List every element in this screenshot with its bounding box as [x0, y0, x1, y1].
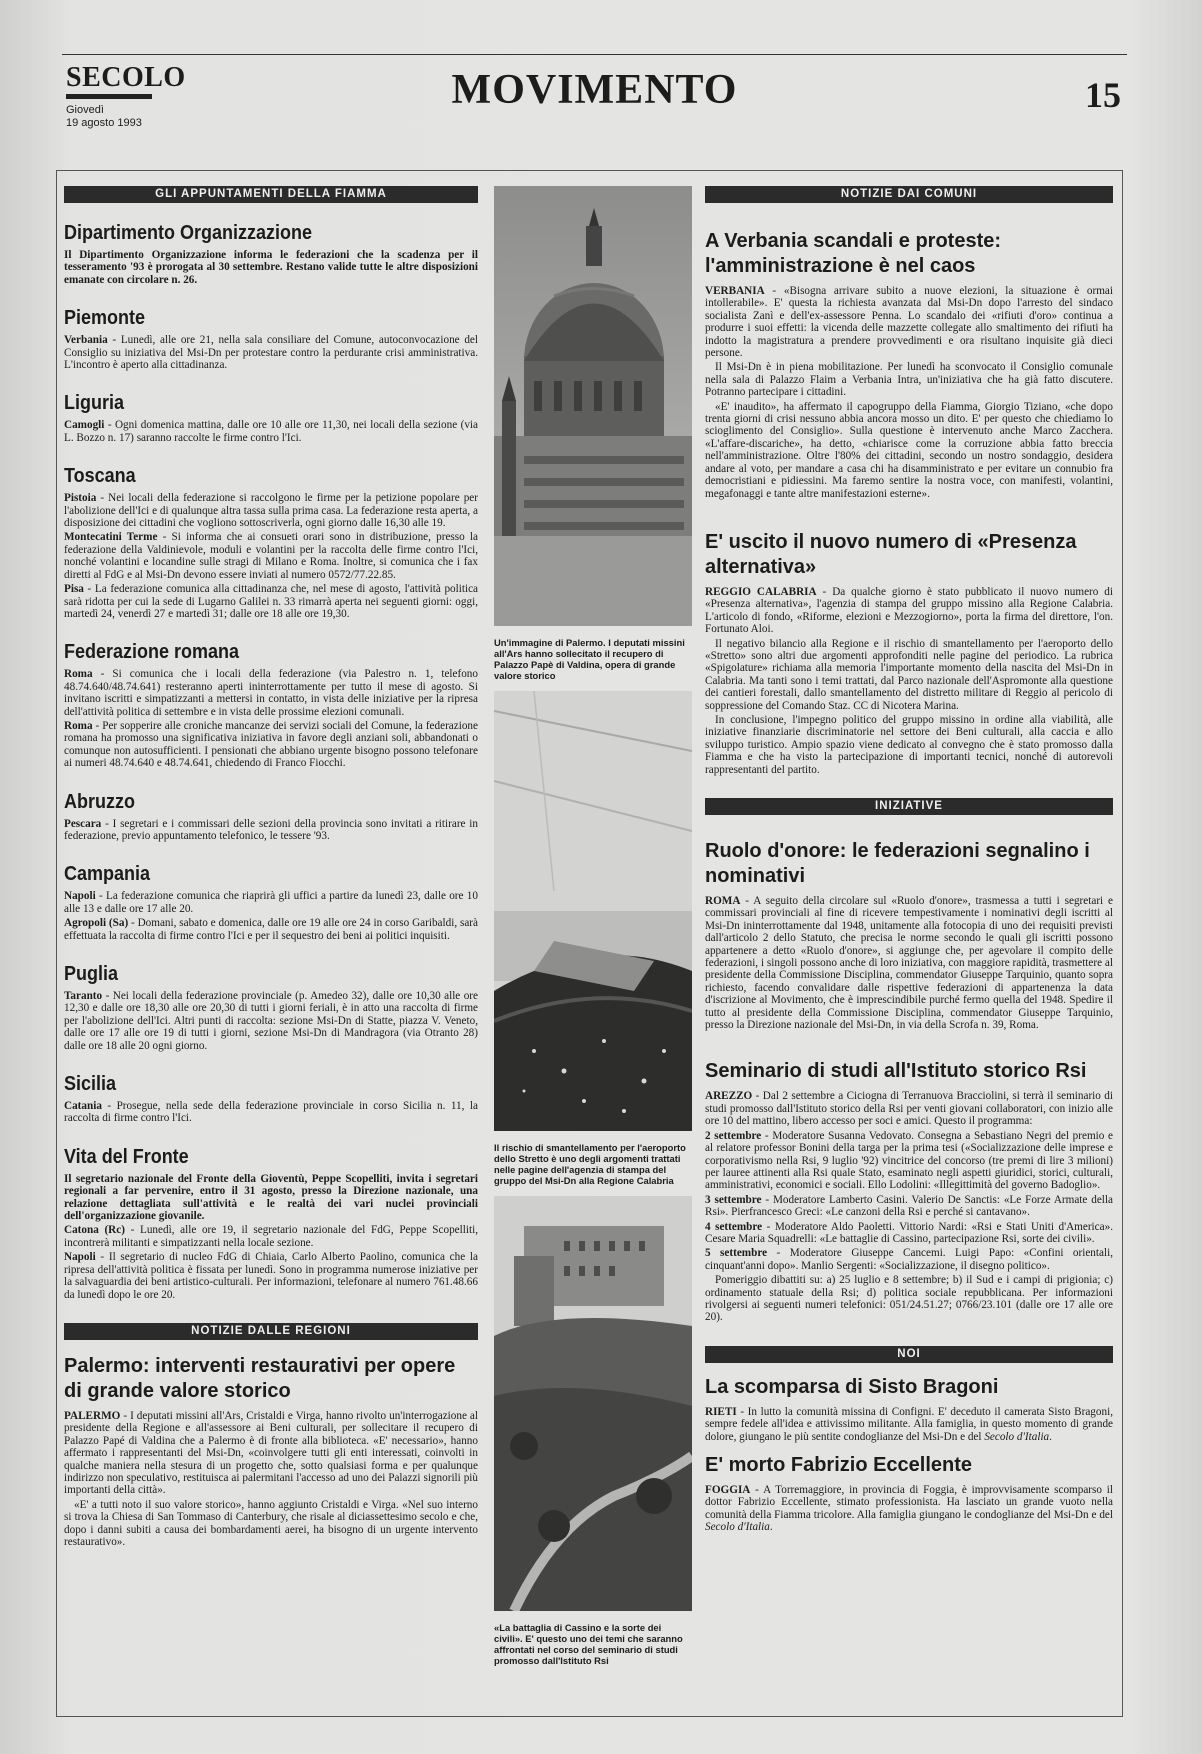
column-comuni — [705, 186, 1113, 1536]
item-text: - Moderatore Lamberto Casini. Valerio De Sanctis: «Le Forze Armate della Rsi». Pierfrancesco Greci: «Le canzoni della Rsi e perché si cantavano». — [705, 1193, 1113, 1219]
item-text: - Dal 2 settembre a Ciciogna di Terranuova Bracciolini, si terrà il seminario di studi promosso dall'Istituto storico della Rsi per venti giovani collaboratori, con inizio alle ore 10 del mattino, libero accesso per soci e amici. Questo il programma: — [705, 1090, 1113, 1128]
photo-palermo-dome — [494, 186, 692, 626]
item-lead: ROMA — [705, 895, 741, 907]
eccellente-article: FOGGIA - A Torremaggiore, in provincia di Foggia, è improvvisamente scomparso il dottor Fabrizio Eccellente, stimato professionista. Ha lasciato un grande vuoto nella comunità della Fiamma tricolore. Alla famiglia giungano le condoglianze del Msi-Dn e del Secolo d'Italia. — [705, 1484, 1113, 1534]
masthead-rule — [62, 54, 1127, 55]
item-text: - Domani, sabato e domenica, dalle ore 19 alle ore 24 in corso Garibaldi, sarà effettuata la raccolta di firme contro l'Ici e per il sequestro dei beni ai politici inquisiti. — [64, 917, 478, 942]
item-text: - Si comunica che i locali della federazione (via Palestro n. 1, telefono 48.74.640/48.74.641) resteranno aperti ininterrottamente per tutto il mese di agosto. Si invitano iscritti e simpatizzanti a mettersi in contatto, in vista delle iniziative per la ripresa dell'attività politica di settembre e in vista delle prossime elezioni comunali. — [64, 668, 478, 718]
seminario-article — [705, 1090, 1113, 1127]
presenza-article-2: Il negativo bilancio alla Regione e il rischio di smantellamento per l'aeroporto dello «Stretto» sono altri due argomenti approfonditi nelle pagine del periodico. La rubrica «Spigolature» richiama alla memoria l'importante momento della nascita del Msi-Dn in Calabria. Ma tanti sono i temi trattati, dal Parco nazionale dell'Aspromonte alla questione dei cantieri forestali, dallo smantellamento del distretto militare di Reggio al pericolo di soppressione del Comando Staz. CC di Nicotera Marina. — [705, 637, 1113, 712]
item-text: - Prosegue, nella sede della federazione provinciale in corso Sicilia n. 11, la raccolta di firme contro l'Ici. — [64, 1100, 478, 1125]
item-lead: Catania — [64, 1100, 102, 1113]
item-text: - Ogni domenica mattina, dalle ore 10 alle ore 11,30, nei locali della sezione (via L. Bozzo n. 17) saranno raccolte le firme contro l'Ici. — [64, 419, 478, 444]
weekday: Giovedì — [66, 104, 104, 116]
caption-palermo: Un'immagine di Palermo. I deputati missini all'Ars hanno sollecitato il recupero di Palazzo Papè di Valdina, opera di grande valore storico — [494, 637, 685, 681]
verbania-article-3: «E' inaudito», ha affermato il capogruppo della Fiamma, Giorgio Tiziano, «che dopo trenta giorni di crisi nessuno abbia ancora mosso un dito. E' per questo che chiediamo lo scioglimento del Consiglio». Sulla questione è intervenuto anche Marco Zacchera. «L'affare-discariche», ha detto, «chiarisce come la corruzione abbia fatto breccia nell'amministrazione. Oltre l'80% dei cittadini, secondo un nostro sondaggio, desidera andare al voto, per mandare a casa chi ha disamministrato e per evitare un connubio fra democristiani e pidiessini. Ma faremo sentire la nostra voce, con manifesti, volantini, megafonaggi e tante altre manifestazioni esterne». — [705, 400, 1113, 500]
column-appuntamenti — [64, 186, 478, 1550]
item-text: - Nei locali della federazione provinciale (p. Amedeo 32), dalle ore 10,30 alle ore 12,30 e dalle ore 18,30 alle ore 20,30 di tutti i giorni feriali, è in atto una raccolta di firme per l'abolizione dell'Ici. Altri punti di raccolta: sezione Msi-Dn di Statte, piazza V. Veneto, dalle ore 17 alle ore 19 di tutti i giorni, sezione Msi-Dn di Mandragora (via Otranto 28) dalle ore 18 alle 20 ogni giorno. — [64, 990, 478, 1052]
heading-sicilia: Sicilia — [64, 1073, 117, 1096]
item-lead: 5 settembre — [705, 1247, 768, 1260]
seminario-day — [705, 1194, 1113, 1219]
item-lead: Pescara — [64, 817, 102, 830]
item-lead: Napoli — [64, 1251, 96, 1264]
campania-item — [64, 917, 478, 942]
item-lead: Roma — [64, 719, 93, 732]
item-lead: Taranto — [64, 990, 103, 1002]
item-text: - La federazione comunica che riaprirà gli uffici a partire da lunedì 23, dalle ore 10 alle 13 e dalle ore 17 alle 20. — [64, 890, 478, 915]
heading-dipartimento: Dipartimento Organizzazione — [64, 222, 313, 244]
photo-aeroporto-stretto — [494, 691, 692, 1131]
fronte-bold: Il segretario nazionale del Fronte della Gioventù, Peppe Scopelliti, invita i segretari regionali a far pervenire, entro il 31 agosto, presso la Direzione nazionale, una relazione dettagliata sull'attività e le realtà dei vari nuclei provinciali dell'organizzazione giovanile. — [64, 1172, 478, 1223]
presenza-article-3: In conclusione, l'impegno politico del gruppo missino in ordine alla viabilità, alle iniziative finanziarie discriminatorie nel settore dei Beni culturali, alla caccia e allo sviluppo turistico. Ampio spazio viene dedicato al convegno che è stato promosso dalla Fiamma e che ha visto la partecipazione di importanti tecnici, nonché di autorevoli rappresentanti del partito. — [705, 713, 1113, 776]
seminario-info: Pomeriggio dibattiti su: a) 25 luglio e 8 settembre; b) il Sud e i campi di prigionia; c) ordinamento statuale della Rsi; d) politica sociale repubblicana. Per informazioni rivolgersi ai seguenti numeri telefonici: 051/24.51.27; 0766/23.101 (dalle ore 17 alle ore 20). — [705, 1274, 1113, 1324]
dipartimento-text — [64, 249, 478, 286]
item-text: - A seguito della circolare sul «Ruolo d'onore», trasmessa a tutti i segretari e commissari provinciali al fine di ricevere tempestivamente i nominativi degli iscritti al Msi-Dn ininterrottamente dal 1948, unitamente alla fotocopia di uno dei requisiti previsti dall'articolo 2 dello Statuto, che precisa le norme secondo le quali gli iscritti possono appartenere a detto «Ruolo d'onore», si aggiunge che, per agevolare il compito delle federazioni, i singoli possono anche di loro iniziativa, con maggiore rapidità, trasmettere al presidente della Commissione Disciplina, commendator Giuseppe Tarquinio, quanto sopra richiesto, facendo convalidare dalle rispettive federazioni di appartenenza la data d'iscrizione al Movimento, che è imprescindibile purché fermo quella del 1948. Spedire il tutto al presidente della Commissione Disciplina, commendator Giuseppe Tarquinio, presso la Direzione nazionale del Msi-Dn, in via della Scrofa n. 39, Roma. — [705, 895, 1113, 1032]
item-lead: VERBANIA — [705, 285, 765, 297]
item-lead: Catona (Rc) — [64, 1224, 125, 1237]
headline-bragoni: La scomparsa di Sisto Bragoni — [705, 1375, 999, 1398]
newspaper-name: Secolo d'Italia — [705, 1521, 770, 1534]
sicilia-item — [64, 1100, 478, 1125]
item-lead: RIETI — [705, 1405, 737, 1418]
piemonte-item — [64, 334, 478, 371]
toscana-item — [64, 531, 478, 581]
puglia-item — [64, 990, 478, 1052]
column-photos — [494, 186, 692, 1676]
toscana-item — [64, 492, 478, 529]
item-lead: Roma — [64, 668, 93, 681]
item-lead: FOGGIA — [705, 1484, 751, 1496]
item-text: - Per sopperire alle croniche mancanze dei servizi sociali del Comune, la federazione romana ha promosso una significativa iniziativa in favore degli anziani soli, abbandonati o comunque non autosufficienti. I pensionati che abbiano urgente bisogno possono telefonare ai numeri 48.74.640 e 48.74.641, chiedendo di Franco Fiocchi. — [64, 719, 478, 770]
item-text: - Nei locali della federazione si raccolgono le firme per la petizione popolare per l'abolizione dell'Ici e di qualunque altra tassa sulla prima casa. La federazione resta aperta, a disposizione dei cittadini che vogliono sottoscriverla, ogni giorno dalle 16,30 alle 19. — [64, 492, 478, 530]
item-lead: AREZZO — [705, 1090, 753, 1103]
abruzzo-item — [64, 818, 478, 843]
liguria-item — [64, 419, 478, 444]
roma-item — [64, 668, 478, 718]
heading-toscana: Toscana — [64, 465, 136, 488]
verbania-article — [705, 285, 1113, 359]
newspaper-name: Secolo d'Italia — [984, 1430, 1050, 1443]
item-lead: Pistoia — [64, 492, 97, 505]
heading-federazione-romana: Federazione romana — [64, 641, 240, 664]
item-lead: Napoli — [64, 890, 96, 903]
item-text: - Moderatore Susanna Vedovato. Consegna a Sebastiano Negri del premio e al relatore professor Bonini della targa per la prima tesi («Socializzazione delle imprese e corporativismo nella Rsi, 9 luglio '92) vincitrice del concorso (tre premi di lire 3 milioni) per lauree attinenti alla Rsi quale Stato, esaminato negli aspetti giuridici, storici, culturali, amministrativi, economici e sociali. Ello Lodolini: «Illegittimità del governo Badoglio». — [705, 1129, 1113, 1192]
item-text: - Si informa che ai consueti orari sono in distribuzione, presso la federazione della Valdinievole, moduli e volantini per la raccolta delle firme contro l'Ici, nonché volantini e locandine sulle stragi di Milano e Roma. Inoltre, si comunica che i fax diretti al FdG e al Msi-Dn devono essere inviati al numero 0572/77.22.85. — [64, 531, 478, 581]
section-bar-comuni: NOTIZIE DAI COMUNI — [705, 186, 1113, 203]
bragoni-article: RIETI - In lutto la comunità missina di Configni. E' deceduto il camerata Sisto Bragoni, sempre fedele all'idea e attivissimo militante. Alla famiglia, in questo momento di grande dolore, giungano le più sentite condoglianze del Msi-Dn e del Secolo d'Italia. — [705, 1405, 1113, 1443]
item-text: - Lunedì, alle ore 21, nella sala consiliare del Comune, autoconvocazione del Consiglio su iniziativa del Msi-Dn per protestare contro la perdurante crisi amministrativa. L'incontro è aperto alla cittadinanza. — [64, 334, 478, 372]
caption-aeroporto: Il rischio di smantellamento per l'aeroporto dello Stretto è uno degli argomenti trattati nelle pagine dell'agenzia di stampa del gruppo del Msi-Dn alla Regione Calabria — [494, 1142, 686, 1186]
item-lead: 2 settembre — [705, 1129, 762, 1142]
item-lead: REGGIO CALABRIA — [705, 585, 817, 598]
seminario-day — [705, 1247, 1113, 1272]
heading-piemonte: Piemonte — [64, 307, 146, 330]
campania-item — [64, 890, 478, 915]
item-text: - Moderatore Aldo Paoletti. Vittorio Nardi: «Rsi e Stati Uniti d'America». Cesare Maria Squadrelli: «Le battaglie di Cassino, partecipazione Rsi, sorte dei civili». — [705, 1220, 1113, 1245]
toscana-item — [64, 583, 478, 620]
item-text: - I segretari e i commissari delle sezioni della provincia sono invitati a ritirare in federazione, previo appuntamento telefonico, le tessere '93. — [64, 817, 478, 842]
headline-eccellente: E' morto Fabrizio Eccellente — [705, 1454, 973, 1476]
seminario-day — [705, 1130, 1113, 1192]
item-lead: Pisa — [64, 583, 84, 596]
newspaper-logo: SECOLO — [66, 62, 186, 93]
section-bar-regioni: NOTIZIE DALLE REGIONI — [64, 1323, 478, 1340]
headline-ruolo-onore: Ruolo d'onore: le federazioni segnalino i nominativi — [705, 840, 1090, 887]
ruolo-article — [705, 895, 1113, 1031]
dipartimento-bold: Il Dipartimento Organizzazione informa le federazioni che la scadenza per il tesseramento '93 è prorogata al 30 settembre. Restano valide tutte le altre disposizioni emanate con circolare n. 26. — [64, 249, 478, 286]
section-title: MOVIMENTO — [451, 67, 738, 113]
presenza-article — [705, 586, 1113, 636]
palermo-article — [64, 1410, 478, 1497]
heading-vita-del-fronte: Vita del Fronte — [64, 1145, 189, 1168]
heading-abruzzo: Abruzzo — [64, 790, 136, 813]
item-text: - «Bisogna arrivare subito a nuove elezioni, la situazione è ormai intollerabile». E' questa la richiesta avanzata dal Msi-Dn dopo l'arresto del sindaco socialista Zanì e dell'ex-assessore Penna. Lo scandalo dei «rifiuti d'oro» continua a produrre i suoi effetti: la vicenda delle mazzette collegate allo smaltimento dei rifiuti ha indotto la magistratura a prendere provvedimenti e ora risultano inquisite già dieci persone. — [705, 285, 1113, 360]
masthead — [62, 44, 1127, 144]
verbania-article-2: Il Msi-Dn è in piena mobilitazione. Per lunedì ha sconvocato il Consiglio comunale nella sala di Palazzo Flaim a Verbania Intra, un'iniziativa che ha già fatto discutere. Potranno partecipare i cittadini. — [705, 361, 1113, 399]
photo-cassino-abbey — [494, 1196, 692, 1611]
heading-puglia: Puglia — [64, 963, 119, 985]
item-lead: 3 settembre — [705, 1193, 762, 1206]
item-lead: Montecatini Terme — [64, 531, 158, 544]
headline-verbania: A Verbania scandali e proteste: l'amministrazione è nel caos — [705, 230, 1002, 277]
roma-item — [64, 720, 478, 770]
section-bar-iniziative: INIZIATIVE — [705, 798, 1113, 815]
heading-liguria: Liguria — [64, 392, 125, 415]
item-text: - I deputati missini all'Ars, Cristaldi e Virga, hanno rivolto un'interrogazione al presidente della Regione e all'assessore ai Beni culturali, per sollecitare il recupero di Palazzo Papé di Valdina che a Palermo è di fronte alla biblioteca. «E' necessario», hanno affermato i rappresentanti del Msi-Dn, «coinvolgere tutti gli enti interessati, coinvolti in qualche maniera nella stesura di un progetto che, sotto qualsiasi forma e per qualunque indirizzo non speculativo, restituisca ai palermitani l'accesso ad uno dei Palazzi signorili più importanti della città». — [64, 1409, 478, 1497]
caption-cassino: «La battaglia di Cassino e la sorte dei civili». E' questo uno dei temi che saranno affrontati nel corso del seminario di studi promosso dall'Istituto Rsi — [494, 1622, 683, 1666]
item-lead: Agropoli (Sa) — [64, 917, 129, 930]
item-text: - Moderatore Giuseppe Cancemi. Luigi Papo: «Confini orientali, cinquant'anni dopo». Manlio Sergenti: «Socializzazione, il disegno politico». — [705, 1247, 1113, 1272]
item-text: - In lutto la comunità missina di Configni. E' deceduto il camerata Sisto Bragoni, sempre fedele all'idea e attivissimo militante. Alla famiglia, in questo momento di grande dolore, giungano le più sentite condoglianze del Msi-Dn e del — [705, 1405, 1113, 1443]
seminario-day — [705, 1221, 1113, 1246]
fronte-item — [64, 1251, 478, 1301]
item-text: - A Torremaggiore, in provincia di Foggia, è improvvisamente scomparso il dottor Fabrizio Eccellente, stimato professionista. Ha lasciato un grande vuoto nella comunità della Fiamma tricolore. Alla famiglia giungano le condoglianze del Msi-Dn e del — [705, 1484, 1113, 1521]
headline-seminario: Seminario di studi all'Istituto storico Rsi — [705, 1060, 1087, 1083]
item-text: - Lunedì, alle ore 19, il segretario nazionale del FdG, Peppe Scopelliti, incontrerà militanti e simpatizzanti nella locale sezione. — [64, 1224, 478, 1249]
item-lead: Verbania — [64, 334, 108, 347]
issue-date: 19 agosto 1993 — [66, 117, 142, 129]
fronte-item — [64, 1224, 478, 1249]
item-lead: PALERMO — [64, 1409, 121, 1422]
heading-campania: Campania — [64, 863, 151, 886]
item-lead: Camogli — [64, 419, 105, 432]
headline-presenza: E' uscito il nuovo numero di «Presenza alternativa» — [705, 530, 1077, 578]
palermo-article-2: «E' a tutti noto il suo valore storico», hanno aggiunto Cristaldi e Virga. «Nel suo interno si trova la Chiesa di San Tommaso di Canterbury, che risale al diciassettesimo secolo e che, dopo i danni subiti a causa dei bombardamenti aerei, ha bisogno di un urgente intervento restaurativo». — [64, 1498, 478, 1548]
item-text: - Il segretario di nucleo FdG di Chiaia, Carlo Alberto Paolino, comunica che la ripresa dell'attività politica è fissata per lunedì. Sono in programma numerose iniziative per la salvaguardia dei beni artistico-culturali. Per informazioni, telefonare al numero 761.48.66 da lunedì dopo le ore 20. — [64, 1251, 478, 1301]
item-lead: 4 settembre — [705, 1220, 763, 1233]
section-bar-noi: NOI — [705, 1346, 1113, 1363]
item-text: - Da qualche giorno è stato pubblicato il nuovo numero di «Presenza alternativa», l'agenzia di stampa del gruppo missino alla Regione Calabria. L'articolo di fondo, «Riforme, elezioni e Mezzogiorno», porta la firma del direttore, l'on. Fortunato Aloi. — [705, 585, 1113, 636]
section-bar-appuntamenti: GLI APPUNTAMENTI DELLA FIAMMA — [64, 186, 478, 203]
item-text: - La federazione comunica alla cittadinanza che, nel mese di agosto, l'attività politica sarà ridotta per cui la sede di Lugarno Galilei n. 33 rimarrà aperta nei seguenti giorni: oggi, martedì 24, venerdì 27 e martedì 31; dalle ore 18 alle ore 19,30. — [64, 583, 478, 620]
page-number: 15 — [1085, 75, 1121, 115]
headline-palermo: Palermo: interventi restaurativi per opere di grande valore storico — [64, 1354, 456, 1402]
fronte-intro — [64, 1173, 478, 1223]
